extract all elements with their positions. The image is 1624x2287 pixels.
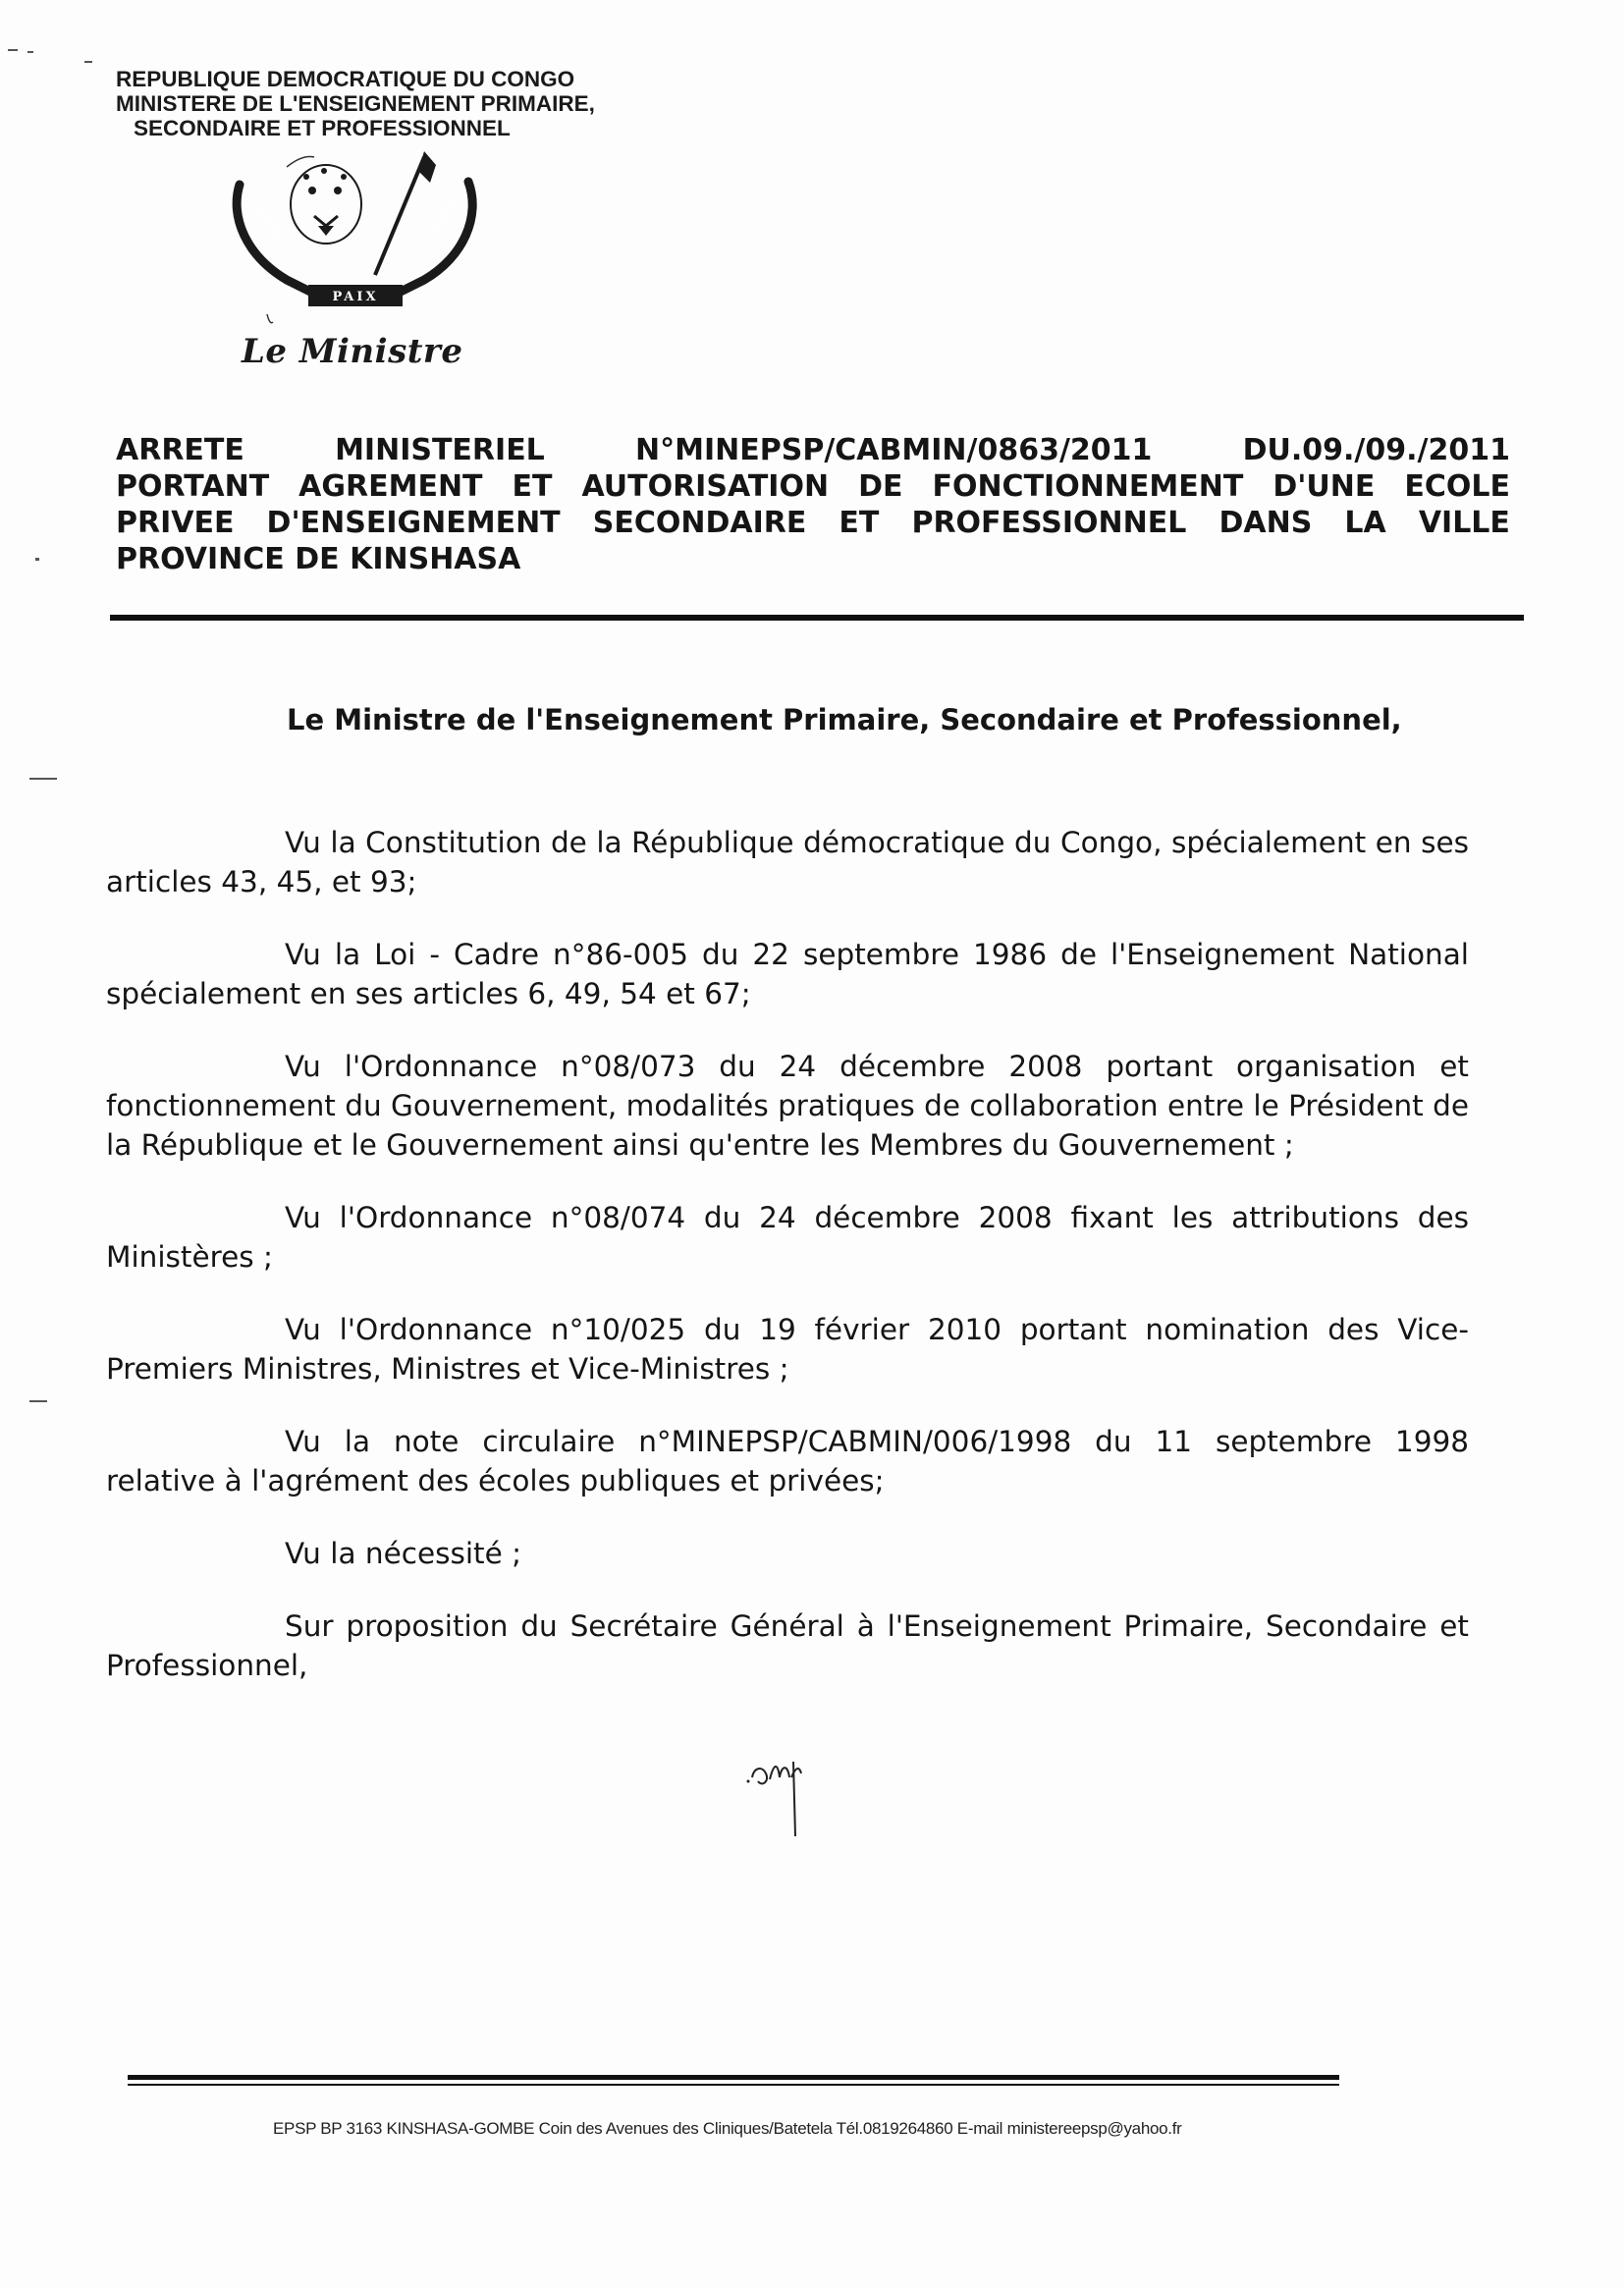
title-word: VILLE: [1418, 506, 1510, 540]
decree-title: [116, 432, 1510, 577]
minister-signature-heading: Le Ministre: [242, 332, 463, 371]
title-word: ET: [512, 469, 553, 504]
decree-body: [106, 823, 1469, 1718]
title-word: D'UNE: [1272, 469, 1376, 504]
title-word: AGREMENT: [298, 469, 483, 504]
preamble-paragraph: Vu la nécessité ;: [285, 1537, 522, 1570]
letterhead-country: REPUBLIQUE DEMOCRATIQUE DU CONGO: [116, 67, 575, 91]
coat-of-arms-icon: [228, 147, 483, 324]
footer-divider-thin: [128, 2084, 1339, 2086]
preamble-paragraph: Vu la note circulaire n°MINEPSP/CABMIN/006/1998 du 11 septembre 1998 relative à l'agrément des écoles publiques et privées;: [106, 1425, 1469, 1497]
title-row-1: [116, 432, 1510, 468]
initials-signature-icon: [744, 1738, 852, 1846]
emblem-motto-right: TRAVAIL: [427, 196, 459, 241]
title-word: D'ENSEIGNEMENT: [266, 506, 561, 540]
footer-contact: EPSP BP 3163 KINSHASA-GOMBE Coin des Avenues des Cliniques/Batetela Tél.0819264860 E-mail ministereepsp@yahoo.fr: [273, 2119, 1182, 2138]
title-province: PROVINCE DE KINSHASA: [116, 542, 521, 576]
title-word: PORTANT: [116, 469, 270, 504]
scan-mark: [27, 51, 33, 53]
scan-mark: [29, 778, 57, 780]
title-word: ECOLE: [1404, 469, 1510, 504]
title-word: PRIVEE: [116, 506, 235, 540]
title-word: MINISTERIEL: [335, 433, 545, 467]
preamble-paragraph: Vu l'Ordonnance n°08/073 du 24 décembre 2008 portant organisation et fonctionnement du Gouvernement, modalités pratiques de collaboration entre le Président de la République et le Gouvernement ainsi qu'entre les Membres du Gouvernement ;: [106, 1050, 1469, 1162]
preamble-paragraph: Vu l'Ordonnance n°10/025 du 19 février 2010 portant nomination des Vice-Premiers Ministres, Ministres et Vice-Ministres ;: [106, 1313, 1469, 1386]
scan-mark: [35, 558, 39, 561]
preamble-paragraph: Vu la Constitution de la République démocratique du Congo, spécialement en ses articles 43, 45, et 93;: [106, 826, 1469, 898]
title-divider: [110, 615, 1524, 621]
title-word: SECONDAIRE: [592, 506, 807, 540]
preamble-paragraph: Sur proposition du Secrétaire Général à l'Enseignement Primaire, Secondaire et Professionnel,: [106, 1609, 1469, 1682]
scan-mark: [84, 61, 92, 63]
title-word: LA: [1344, 506, 1386, 540]
letterhead-ministry-cont: SECONDAIRE ET PROFESSIONNEL: [134, 116, 511, 140]
emblem-motto-bottom: PAIX: [332, 290, 379, 304]
preamble-paragraph: Vu la Loi - Cadre n°86-005 du 22 septembre 1986 de l'Enseignement National spécialement en ses articles 6, 49, 54 et 67;: [106, 938, 1469, 1010]
title-word: ARRETE: [116, 433, 244, 467]
minister-heading: Le Ministre de l'Enseignement Primaire, Secondaire et Professionnel,: [287, 703, 1402, 736]
scan-mark: [8, 49, 18, 51]
title-word: DE: [858, 469, 903, 504]
title-word: PROFESSIONNEL: [911, 506, 1187, 540]
decree-date: DU.09./09./2011: [1242, 433, 1510, 467]
title-word: AUTORISATION: [581, 469, 830, 504]
letterhead-ministry: MINISTERE DE L'ENSEIGNEMENT PRIMAIRE,: [116, 91, 595, 116]
title-row-4: [116, 541, 1510, 577]
footer-divider: [128, 2075, 1339, 2080]
scan-mark: [29, 1400, 47, 1402]
letterhead: [116, 67, 595, 140]
emblem-motto-left: JUSTICE: [255, 205, 287, 248]
decree-number: N°MINEPSP/CABMIN/0863/2011: [635, 433, 1153, 467]
preamble-paragraph: Vu l'Ordonnance n°08/074 du 24 décembre 2008 fixant les attributions des Ministères ;: [106, 1201, 1469, 1274]
title-word: DANS: [1218, 506, 1313, 540]
title-row-3: [116, 505, 1510, 541]
title-word: FONCTIONNEMENT: [932, 469, 1244, 504]
title-word: ET: [839, 506, 880, 540]
title-row-2: [116, 468, 1510, 505]
